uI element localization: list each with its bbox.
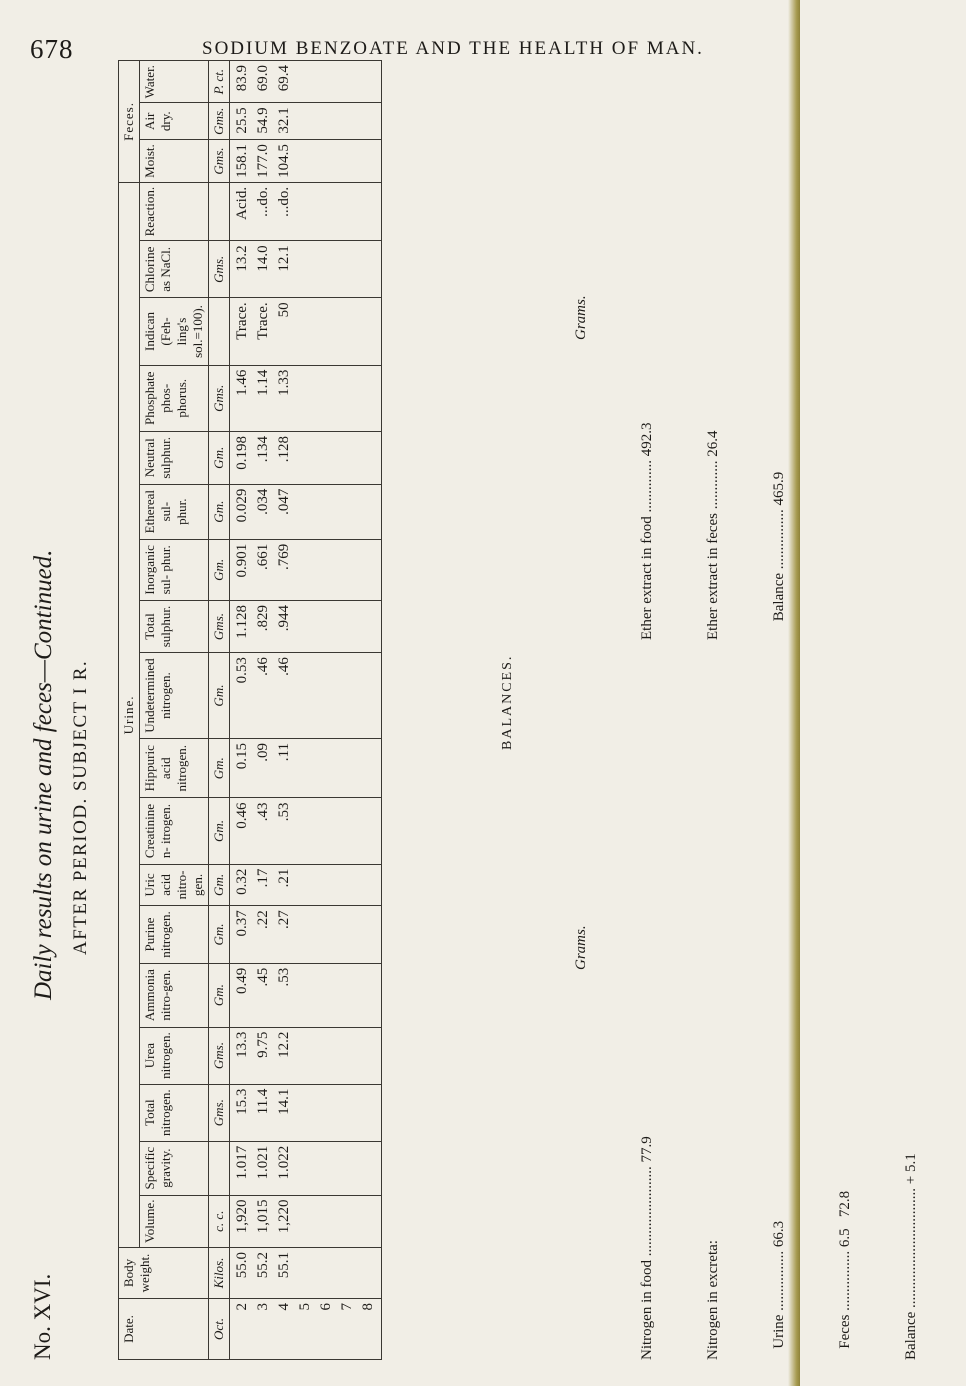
nitrogen-urine-label: Urine [771,1314,787,1349]
cell-value: 1.33 [276,369,292,396]
cell-air-dry [230,103,382,140]
unit-body-weight: Kilos. [209,1248,230,1299]
cell-moist [230,140,382,183]
cell-value: .134 [255,435,271,463]
cell-value: .047 [276,488,292,515]
col-chlorine: Chlorine as NaCl. [140,241,209,298]
unit-indican [209,298,230,365]
cell-value: 69.0 [255,65,271,92]
cell-value: 1.14 [255,369,271,396]
col-reaction: Reaction. [140,182,209,240]
cell-value: 14.1 [276,1088,292,1115]
cell-value: .45 [255,967,271,987]
nitrogen-subtotal: 72.8 [837,1190,853,1218]
cell-value: .11 [276,743,292,762]
col-total-sulphur: Total sulphur. [140,600,209,652]
cell-value: Acid. [234,186,250,220]
column-header-row [140,61,209,1360]
unit-water: P. ct. [209,61,230,103]
col-ammonia-nitrogen: Ammonia nitro-gen. [140,963,209,1027]
cell-value: 1,015 [255,1199,271,1234]
table-subtitle: AFTER PERIOD. SUBJECT I R. [70,659,91,955]
cell-creatinine-nitrogen [230,798,382,864]
cell-uric-acid-nitrogen [230,864,382,906]
ether-balance [526,295,834,640]
cell-value: 55.0 [234,1252,250,1279]
cell-value: .53 [276,802,292,822]
nitrogen-feces-label: Feces [837,1314,853,1349]
table-number: No. XVI. [30,1273,55,1360]
unit-chlorine: Gms. [209,241,230,298]
cell-value: .829 [255,604,271,632]
cell-value: 2 [234,1303,250,1311]
nitrogen-food-value: 77.9 [639,1136,655,1163]
unit-neutral-sulphur: Gm. [209,431,230,484]
cell-value: .034 [255,488,271,515]
cell-value: 50 [276,302,292,318]
cell-dates [230,1299,382,1360]
unit-urea-nitrogen: Gms. [209,1027,230,1084]
cell-value: 15.3 [234,1088,250,1115]
group-feces: Feces. [119,61,140,183]
nitrogen-food-label: Nitrogen in food [639,1260,655,1360]
cell-value: 4 [276,1303,292,1311]
col-purine-nitrogen: Purine nitrogen. [140,906,209,963]
cell-value: 83.9 [234,65,250,92]
cell-neutral-sulphur [230,431,382,484]
nitrogen-urine-row: Urine ................ 66.3 [771,1220,787,1349]
cell-value: .46 [255,657,271,676]
cell-reaction [230,182,382,240]
cell-water [230,61,382,103]
nitrogen-excreta-label: Nitrogen in excreta: [705,1240,721,1360]
cell-undetermined-nitrogen [230,653,382,739]
cell-value: 0.37 [234,910,250,937]
col-total-nitrogen: Total nitrogen. [140,1084,209,1141]
cell-value: ...do. [276,186,292,217]
cell-value: 3 [255,1303,271,1311]
ether-balance-label: Balance [771,572,787,622]
cell-value: .17 [255,868,271,888]
cell-inorganic-sulphur [230,539,382,600]
ether-balance-row: Balance ................ 465.9 [771,471,787,622]
col-specific-gravity: Specific gravity. [140,1141,209,1195]
col-volume: Volume. [140,1195,209,1247]
table-title: Daily results on urine and feces—Continued. [30,549,57,1000]
unit-ammonia-nitrogen: Gm. [209,963,230,1027]
page-header [0,0,800,64]
cell-ammonia-nitrogen [230,963,382,1027]
page-number: 678 [30,34,74,64]
cell-value: 1.017 [234,1145,250,1180]
ether-feces-value: 26.4 [705,430,721,457]
ether-unit: Grams. [573,295,589,340]
ether-food-value: 492.3 [639,422,655,457]
nitrogen-balance [526,925,966,1360]
col-water: Water. [140,61,209,103]
cell-value: 1.022 [276,1145,292,1180]
unit-total-sulphur: Gms. [209,600,230,652]
cell-value: 0.15 [234,743,250,770]
cell-purine-nitrogen [230,906,382,963]
cell-value: 11.4 [255,1088,271,1115]
unit-ethereal-sulphur: Gm. [209,484,230,539]
col-air-dry: Air dry. [140,103,209,140]
cell-value: 6 [318,1303,334,1311]
cell-chlorine [230,241,382,298]
ether-balance-value: 465.9 [771,471,787,506]
cell-value: 1,220 [276,1199,292,1234]
cell-total-nitrogen [230,1084,382,1141]
ether-feces-row: Ether extract in feces ............. 26.4 [705,430,721,640]
cell-value: 5 [297,1303,313,1311]
col-undetermined-nitrogen: Undetermined nitrogen. [140,653,209,739]
cell-value: .769 [276,543,292,570]
rotated-table-block [30,60,919,1360]
cell-value: .46 [276,657,292,676]
nitrogen-urine-value: 66.3 [771,1220,787,1248]
cell-indican [230,298,382,365]
cell-value: 1.46 [234,369,250,396]
cell-value: Trace. [234,302,250,340]
cell-ethereal-sulphur [230,484,382,539]
unit-date: Oct. [209,1299,230,1360]
cell-value: 0.029 [234,488,250,523]
col-inorganic-sulphur: Inorganic sul- phur. [140,539,209,600]
cell-value: .128 [276,435,292,463]
ether-feces-label: Ether extract in feces [705,512,721,640]
cell-value: 12.1 [276,245,292,272]
cell-urea-nitrogen [230,1027,382,1084]
cell-value: .43 [255,802,271,822]
cell-value: 13.2 [234,245,250,272]
cell-value: .944 [276,604,292,632]
unit-air-dry: Gms. [209,103,230,140]
cell-body-weight [230,1248,382,1299]
unit-volume: c. c. [209,1195,230,1247]
data-row [230,61,382,1360]
unit-creatinine-nitrogen: Gm. [209,798,230,864]
cell-value: 12.2 [276,1031,292,1058]
col-ethereal-sulphur: Ethereal sul- phur. [140,484,209,539]
cell-value: 69.4 [276,65,292,92]
cell-total-sulphur [230,600,382,652]
nitrogen-feces-value: 6.5 [837,1228,853,1248]
col-phosphate-phosphorus: Phosphate phos- phorus. [140,365,209,431]
cell-value: 13.3 [234,1031,250,1058]
ether-food-label: Ether extract in food [639,516,655,640]
col-moist: Moist. [140,140,209,183]
cell-hippuric-acid-nitrogen [230,739,382,798]
cell-value: 104.5 [276,144,292,178]
cell-value: 55.2 [255,1252,271,1279]
cell-value: 7 [339,1303,355,1311]
unit-inorganic-sulphur: Gm. [209,539,230,600]
cell-value: .661 [255,543,271,570]
cell-value: 0.198 [234,435,250,470]
unit-phosphate-phosphorus: Gms. [209,365,230,431]
cell-value: 0.49 [234,967,250,994]
cell-specific-gravity [230,1141,382,1195]
unit-undetermined-nitrogen: Gm. [209,653,230,739]
col-neutral-sulphur: Neutral sulphur. [140,431,209,484]
cell-value: 1.128 [234,604,250,639]
cell-value: 9.75 [255,1031,271,1058]
unit-total-nitrogen: Gms. [209,1084,230,1141]
cell-value: 54.9 [255,107,271,134]
unit-specific-gravity [209,1141,230,1195]
cell-value: 1.021 [255,1145,271,1180]
cell-volume [230,1195,382,1247]
cell-phosphate-phosphorus [230,365,382,431]
results-table [118,60,382,1360]
unit-row [209,61,230,1360]
group-urine: Urine. [119,182,140,1247]
cell-value: Trace. [255,302,271,340]
nitrogen-balance-label: Balance [903,1311,919,1360]
unit-reaction [209,182,230,240]
col-date: Date. [119,1299,209,1360]
col-body-weight: Body weight. [119,1248,209,1299]
cell-value: .22 [255,910,271,930]
col-creatinine-nitrogen: Creatinine n- itrogen. [140,798,209,864]
col-indican: Indican (Feh- ling's sol.=100). [140,298,209,365]
col-hippuric-acid-nitrogen: Hippuric acid nitrogen. [140,739,209,798]
cell-value: 32.1 [276,107,292,134]
cell-value: 158.1 [234,144,250,178]
col-uric-acid-nitrogen: Uric acid nitro-gen. [140,864,209,906]
nitrogen-food-row: Nitrogen in food ........................ 77.9 [639,1136,655,1360]
cell-value: 25.5 [234,107,250,134]
cell-value: .21 [276,868,292,888]
cell-value: 0.53 [234,657,250,684]
unit-hippuric-acid-nitrogen: Gm. [209,739,230,798]
balances-title: BALANCES. [500,654,515,750]
cell-value: 55.1 [276,1252,292,1279]
nitrogen-unit: Grams. [573,925,589,970]
unit-uric-acid-nitrogen: Gm. [209,864,230,906]
running-head: SODIUM BENZOATE AND THE HEALTH OF MAN. [202,38,704,59]
cell-value: 8 [360,1303,376,1311]
cell-value: 0.32 [234,868,250,895]
cell-value: 14.0 [255,245,271,272]
cell-value: .09 [255,743,271,762]
unit-purine-nitrogen: Gm. [209,906,230,963]
group-header-row [119,61,140,1360]
unit-moist: Gms. [209,140,230,183]
cell-value: 0.46 [234,802,250,829]
col-urea-nitrogen: Urea nitrogen. [140,1027,209,1084]
cell-value: 177.0 [255,144,271,178]
cell-value: ...do. [255,186,271,217]
nitrogen-feces-row: Feces ................ 6.5 72.8 [837,1190,853,1349]
cell-value: .27 [276,910,292,930]
nitrogen-balance-value: + 5.1 [903,1153,919,1185]
cell-value: .53 [276,967,292,987]
ether-food-row: Ether extract in food .............. 492.3 [639,422,655,640]
nitrogen-balance-row: Balance ................................ + 5.1 [903,1153,919,1360]
cell-value: 0.901 [234,543,250,578]
cell-value: 1,920 [234,1199,250,1234]
